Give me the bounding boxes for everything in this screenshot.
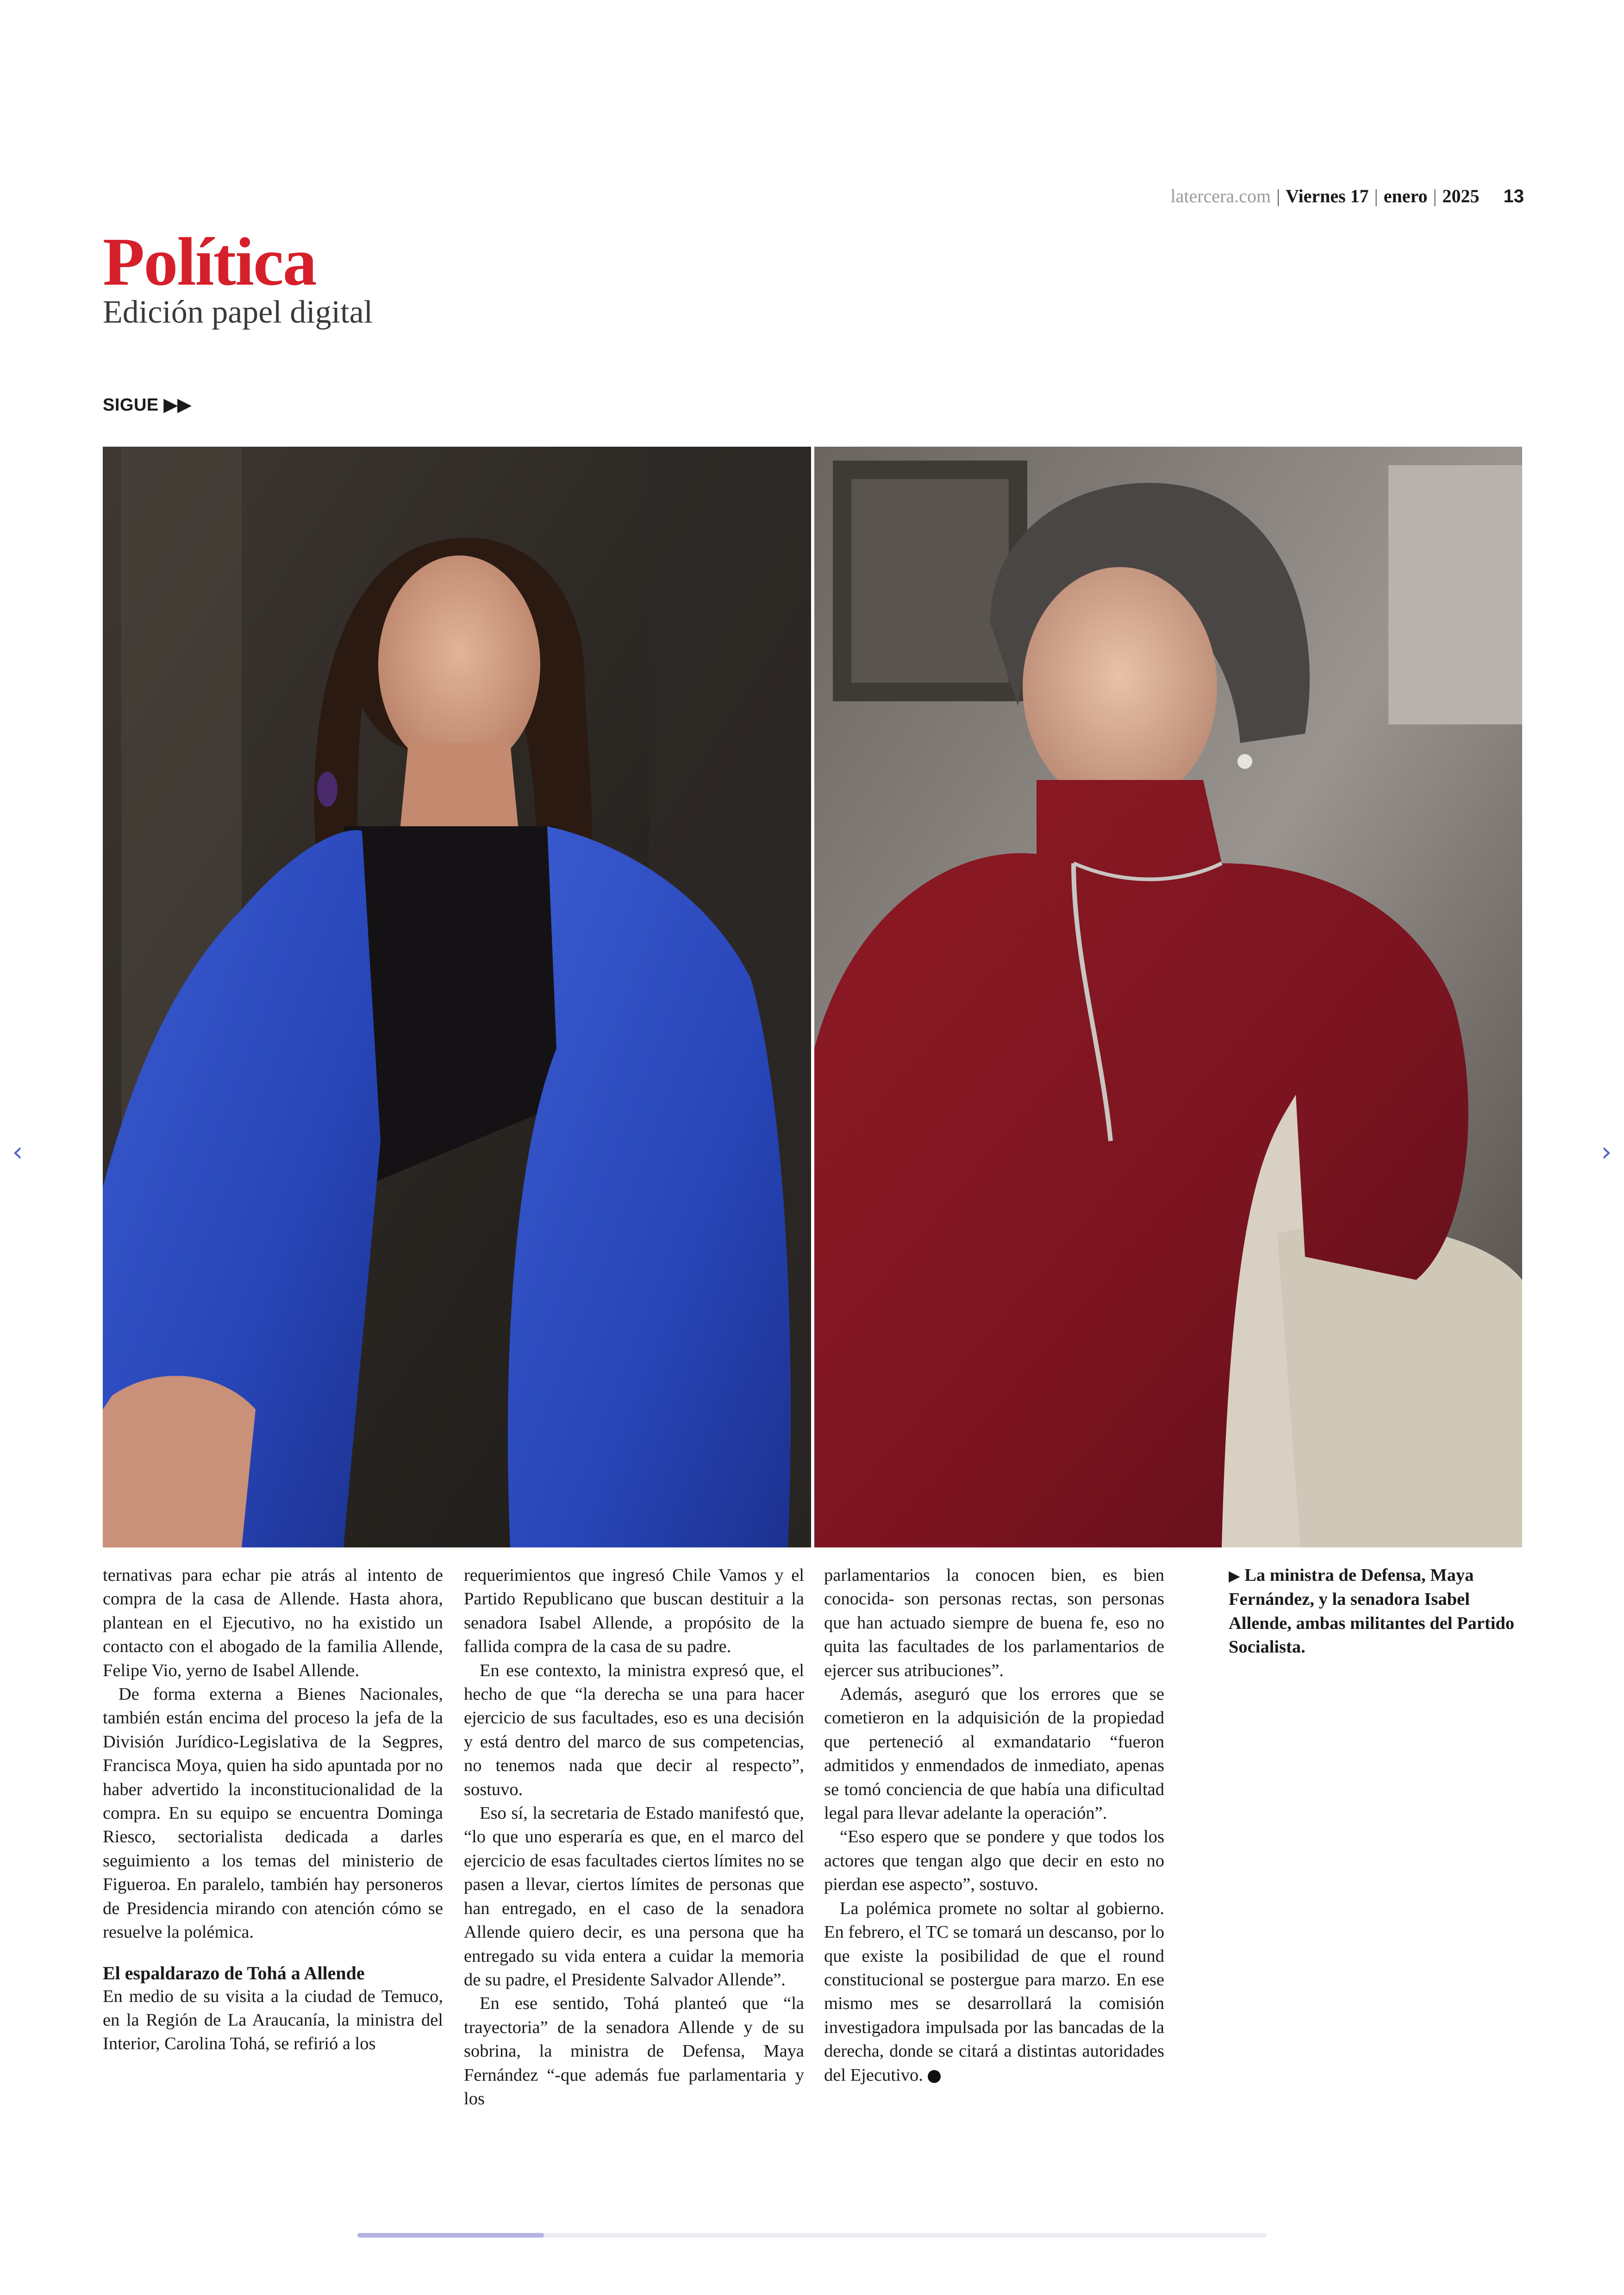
photo-maya-fernandez xyxy=(103,447,811,1547)
chevron-left-icon[interactable]: ‹ xyxy=(12,1136,23,1167)
page-folio: latercera.com | Viernes 17 | enero | 2025 13 xyxy=(1170,186,1524,206)
reading-progress-fill xyxy=(357,2233,544,2238)
issue-year: 2025 xyxy=(1442,186,1480,206)
photo-isabel-allende xyxy=(814,447,1522,1547)
paragraph: En medio de su visita a la ciudad de Temuco, en la Región de La Araucanía, la ministra del Interior, Carolina Tohá, se refirió a los xyxy=(103,1986,443,2054)
paragraph: De forma externa a Bienes Nacionales, también están encima del proceso la jefa de la División Jurídico-Legislativa de la Segpres, Francisca Moya, quien ha sido apuntada por no haber advertido la inconstitucionalidad de la compra. En su equipo se encuentra Dominga Riesco, sectorialista dedicada a darles seguimiento a los temas del ministerio de Figueroa. En paralelo, también hay personeros de Presidencia mirando con atención cómo se resuelve la polémica. xyxy=(103,1684,443,1942)
paragraph: “Eso espero que se pondere y que todos los actores que tengan algo que decir en esto no pierdan ese aspecto”, sostuvo. xyxy=(824,1827,1164,1895)
reading-progress-bar[interactable] xyxy=(357,2233,1267,2238)
chevron-right-icon[interactable]: › xyxy=(1601,1136,1612,1167)
paragraph: En ese sentido, Tohá planteó que “la trayectoria” de la senadora Allende y de su sobrina, la ministra de Defensa, Maya Fernández “-que además fue parlamentaria y los xyxy=(464,1994,804,2108)
paragraph-text: La polémica promete no soltar al gobierno. En febrero, el TC se tomará un descanso, por lo que existe la posibilidad de que el round constitucional se postergue para marzo. En ese mismo mes se desarrollará la comisión investigadora impulsada por las bancadas de la derecha, donde se citará a distintas autoridades del Ejecutivo. xyxy=(824,1898,1164,2085)
paragraph xyxy=(824,1897,1164,2087)
paragraph: En ese contexto, la ministra expresó que, el hecho de que “la derecha se una para hacer ejercicio de sus facultades, eso es una decisión y está dentro del marco de sus competencias, no tenemos nada que decir al respecto”, sostuvo. xyxy=(464,1660,804,1799)
caption-text: La ministra de Defensa, Maya Fernández, y la senadora Isabel Allende, ambas militantes del Partido Socialista. xyxy=(1229,1565,1515,1657)
continue-label: SIGUE ▶▶ xyxy=(103,395,192,415)
site-name: latercera.com xyxy=(1170,186,1271,206)
paragraph: Además, aseguró que los errores que se cometieron en la adquisición de la propiedad que perteneció al exmandatario “fueron admitidos y enmendados de inmediato, apenas se tomó conciencia de que había una dificultad legal para llevar adelante la operación”. xyxy=(824,1684,1164,1823)
article-column-2 xyxy=(464,1564,804,2111)
section-subtitle: Edición papel digital xyxy=(103,294,373,330)
article-column-1 xyxy=(103,1564,443,2056)
subheading: El espaldarazo de Tohá a Allende xyxy=(103,1962,365,1983)
section-title: Política xyxy=(103,224,316,300)
issue-month: enero xyxy=(1383,186,1428,206)
paragraph: Eso sí, la secretaria de Estado manifestó que, “lo que uno esperaría es que, en el marco del ejercicio de esas facultades ciertos límites no se pasen a llevar, ciertos límites de personas que han entregado, en el caso de la senadora Allende quiero decir, es una persona que ha entregado su vida entera a cuidar la memoria de su padre, el Presidente Salvador Allende”. xyxy=(464,1803,804,1989)
article-column-3 xyxy=(824,1564,1164,2087)
page-number: 13 xyxy=(1503,186,1524,206)
end-mark-icon xyxy=(928,2070,941,2083)
issue-weekday: Viernes 17 xyxy=(1286,186,1369,206)
paragraph: ternativas para echar pie atrás al intento de compra de la casa de Allende. Hasta ahora, plantean en el Ejecutivo, no ha existido un contacto con el abogado de la familia Allende, Felipe Vio, yerno de Isabel Allende. xyxy=(103,1565,443,1680)
paragraph: parlamentarios la conocen bien, es bien conocida- son personas rectas, son personas que han actuado siempre de buena fe, eso no quita las facultades de los parlamentarios de ejercer sus atribuciones”. xyxy=(824,1565,1164,1680)
caption-marker-icon: ▶ xyxy=(1229,1567,1240,1584)
paragraph: requerimientos que ingresó Chile Vamos y el Partido Republicano que buscan destituir a la senadora Isabel Allende, a propósito de la fallida compra de la casa de su padre. xyxy=(464,1565,804,1657)
photo-caption xyxy=(1229,1564,1516,1659)
